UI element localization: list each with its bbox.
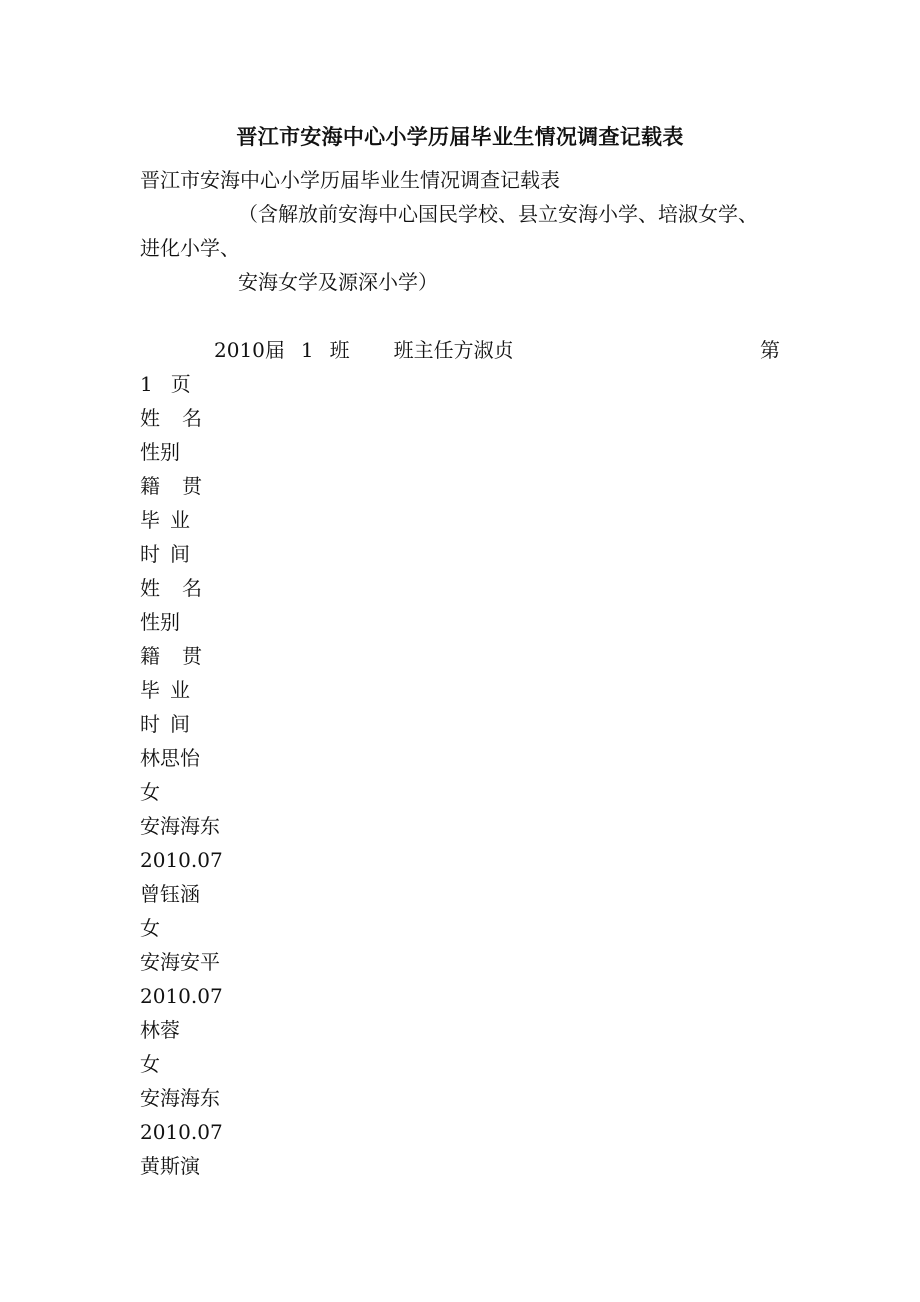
class-label: 班 — [329, 338, 350, 362]
class-number: 1 — [300, 338, 314, 362]
page-suffix: 页 — [170, 372, 191, 396]
record-graduation: 2010.07 — [140, 848, 223, 872]
record-graduation: 2010.07 — [140, 984, 223, 1008]
document-title: 晋江市安海中心小学历届毕业生情况调查记载表 — [236, 124, 684, 149]
document-subtitle: 晋江市安海中心小学历届毕业生情况调查记载表 — [140, 168, 560, 192]
record-name: 黄斯演 — [140, 1154, 200, 1178]
record-gender: 女 — [140, 916, 160, 940]
header-name: 姓 名 — [140, 576, 202, 600]
note-line-3: 安海女学及源深小学） — [238, 270, 438, 294]
record-name: 林思怡 — [140, 746, 200, 770]
page-number: 1 — [140, 372, 153, 396]
teacher-name: 方淑贞 — [453, 338, 514, 362]
header-gender: 性别 — [140, 440, 180, 464]
header-hometown: 籍 贯 — [140, 474, 202, 498]
page-number-line — [140, 372, 191, 396]
record-name: 林蓉 — [140, 1018, 180, 1042]
teacher-label: 班主任 — [393, 338, 454, 362]
header-graduation-2: 时 间 — [140, 712, 190, 736]
record-hometown: 安海海东 — [140, 814, 220, 838]
record-gender: 女 — [140, 780, 160, 804]
header-graduation-1: 毕 业 — [140, 678, 190, 702]
record-graduation: 2010.07 — [140, 1120, 223, 1144]
header-name: 姓 名 — [140, 406, 202, 430]
record-name: 曾钰涵 — [140, 882, 200, 906]
page-prefix: 第 — [760, 338, 780, 362]
record-gender: 女 — [140, 1052, 160, 1076]
header-hometown: 籍 贯 — [140, 644, 202, 668]
class-info-line — [214, 338, 514, 362]
header-graduation-2: 时 间 — [140, 542, 190, 566]
class-year: 2010届 — [214, 338, 285, 362]
header-graduation-1: 毕 业 — [140, 508, 190, 532]
note-line-2: 进化小学、 — [140, 236, 240, 260]
record-hometown: 安海海东 — [140, 1086, 220, 1110]
record-hometown: 安海安平 — [140, 950, 220, 974]
header-gender: 性别 — [140, 610, 180, 634]
note-line-1: （含解放前安海中心国民学校、县立安海小学、培淑女学、 — [238, 202, 758, 226]
